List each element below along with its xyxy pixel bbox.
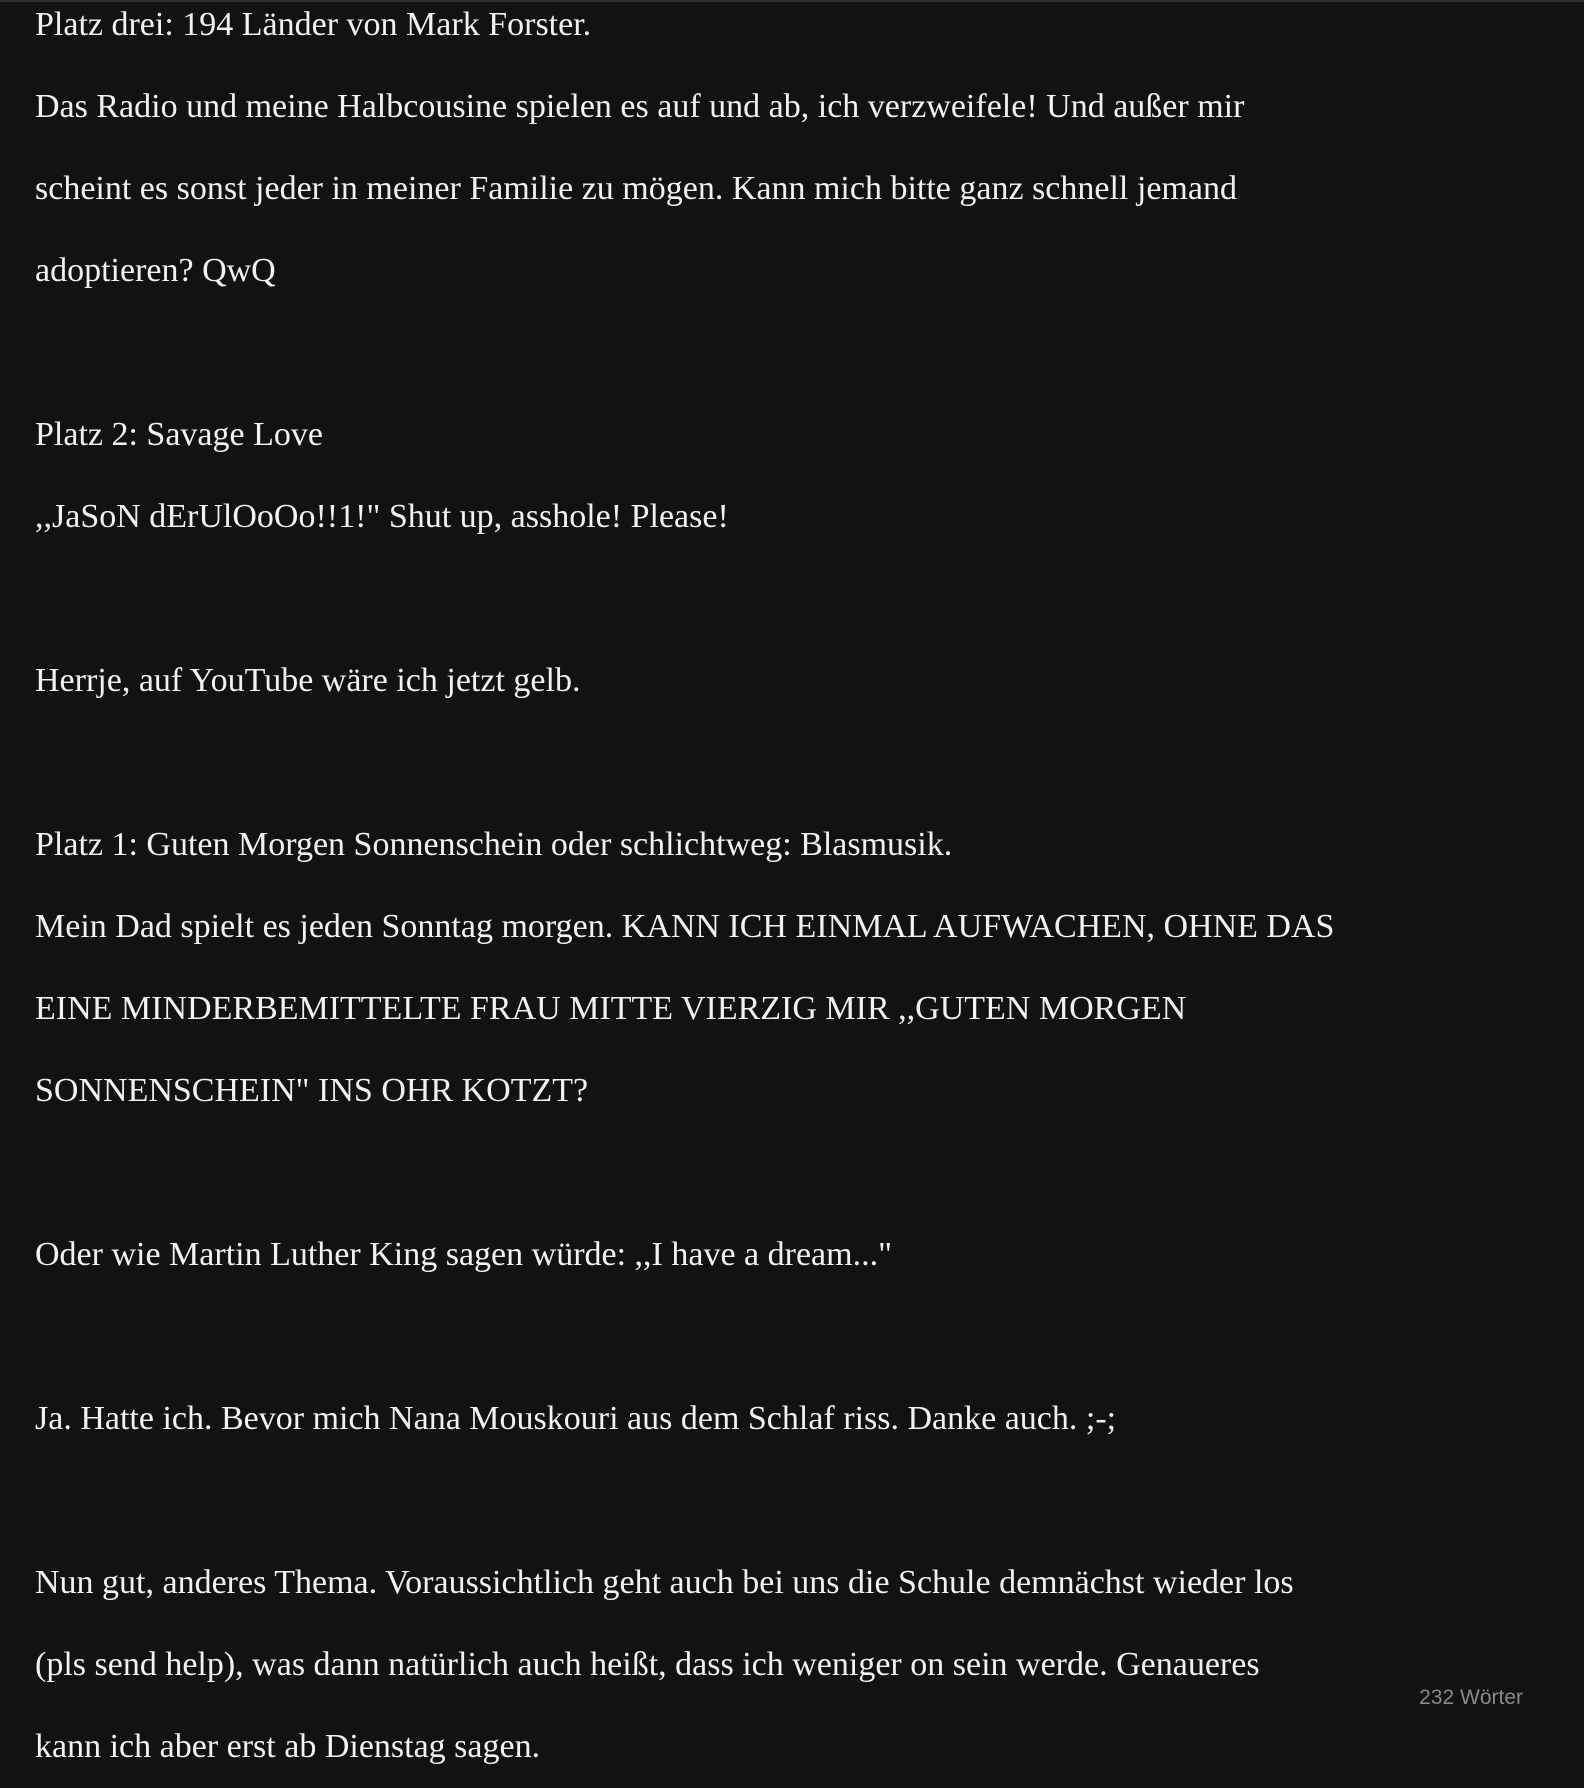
word-count-badge: 232 Wörter [1419, 1686, 1523, 1709]
paragraph-gap [35, 1460, 1535, 1542]
text-line: kann ich aber erst ab Dienstag sagen. [35, 1728, 541, 1765]
paragraph-gap [35, 1296, 1535, 1378]
text-line: EINE MINDERBEMITTELTE FRAU MITTE VIERZIG MIR ,,GUTEN MORGEN [35, 990, 1187, 1027]
text-line: Oder wie Martin Luther King sagen würde: ,,I have a dream..." [35, 1236, 892, 1273]
paragraph-gap [35, 312, 1535, 394]
paragraph-gap [35, 722, 1535, 804]
text-line: ,,JaSoN dErUlOoOo!!1!" Shut up, asshole! Please! [35, 498, 729, 535]
text-line: Herrje, auf YouTube wäre ich jetzt gelb. [35, 662, 581, 699]
text-line: SONNENSCHEIN" INS OHR KOTZT? [35, 1072, 589, 1109]
text-line: Das Radio und meine Halbcousine spielen es auf und ab, ich verzweifele! Und außer mir [35, 88, 1245, 125]
text-line: Platz 1: Guten Morgen Sonnenschein oder schlichtweg: Blasmusik. [35, 826, 953, 863]
paragraph-gap [35, 1132, 1535, 1214]
text-line: Ja. Hatte ich. Bevor mich Nana Mouskouri aus dem Schlaf riss. Danke auch. ;-; [35, 1400, 1117, 1437]
text-line: Platz 2: Savage Love [35, 416, 323, 453]
text-line: Nun gut, anderes Thema. Voraussichtlich geht auch bei uns die Schule demnächst wieder los [35, 1564, 1294, 1601]
text-line: Platz drei: 194 Länder von Mark Forster. [35, 6, 592, 43]
paragraph-gap [35, 558, 1535, 640]
text-body [35, 0, 1535, 1788]
text-line: adoptieren? QwQ [35, 252, 276, 289]
text-line: scheint es sonst jeder in meiner Familie zu mögen. Kann mich bitte ganz schnell jemand [35, 170, 1237, 207]
text-line: Mein Dad spielt es jeden Sonntag morgen. KANN ICH EINMAL AUFWACHEN, OHNE DAS [35, 908, 1335, 945]
text-line: (pls send help), was dann natürlich auch heißt, dass ich weniger on sein werde. Genaueres [35, 1646, 1260, 1683]
